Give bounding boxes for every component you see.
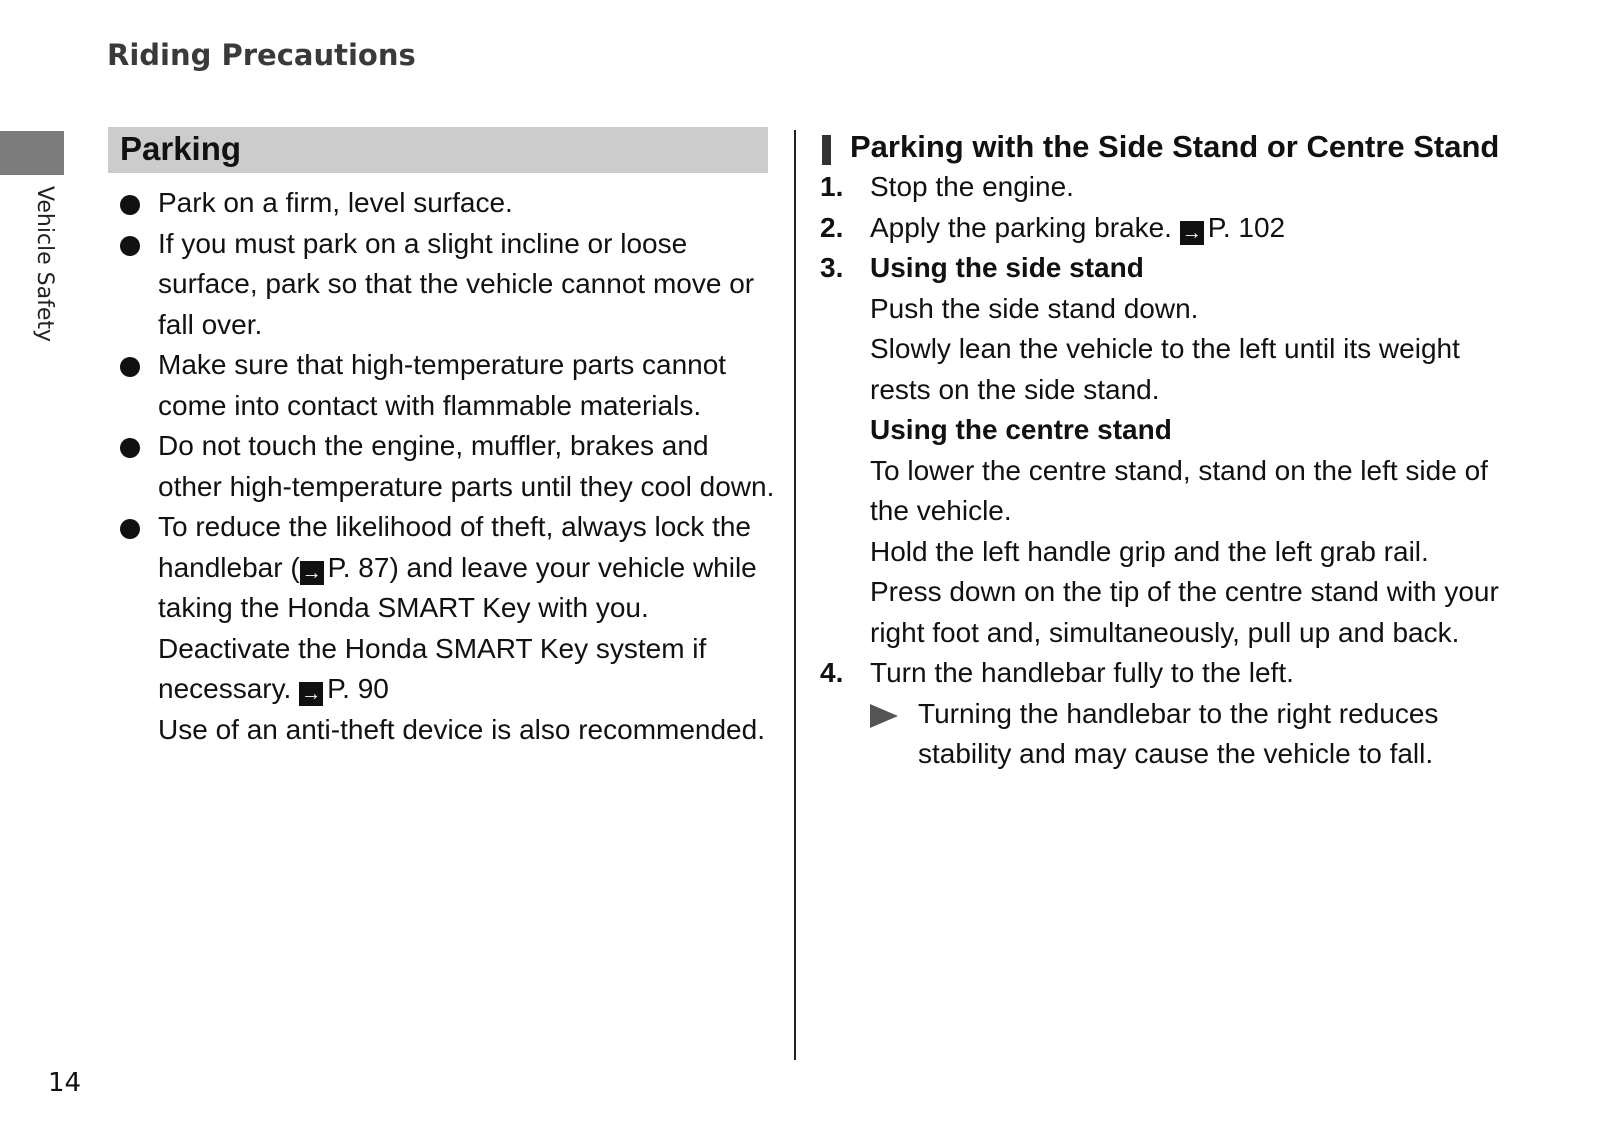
step-text: Turn the handlebar fully to the left. [870,657,1294,688]
bullet-text: Make sure that high-temperature parts cannot come into contact with flammable materials. [158,349,727,421]
list-item [120,426,780,507]
list-item [120,345,780,426]
step-number: 3. [820,252,844,283]
bullet-icon [120,438,140,458]
step-title: Using the centre stand [870,414,1172,445]
subsection-heading [820,127,1500,167]
step-text: Slowly lean the vehicle to the left until its weight rests on the side stand. [870,333,1460,405]
page-reference-arrow-icon: → [301,683,322,705]
step-item [820,208,1500,249]
step-text: Press down on the tip of the centre stand with your right foot and, simultaneously, pull up and back. [870,576,1499,648]
right-column [820,127,1500,775]
step-note [870,694,1500,775]
bullet-text: To reduce the likelihood of theft, always lock the handlebar ( [158,511,752,583]
step-number: 1. [820,171,844,202]
list-item [120,507,780,750]
step-note-text: Turning the handlebar to the right reduces stability and may cause the vehicle to fall. [918,697,1439,769]
section-title: Parking [120,130,242,167]
page-reference-arrow-icon: → [1181,221,1202,244]
bullet-text: Do not touch the engine, muffler, brakes and other high-temperature parts until they cool down. [158,430,775,502]
bullet-text: Park on a firm, level surface. [158,187,513,218]
bullet-icon [120,236,140,256]
list-item [120,183,780,224]
bullet-text: ) and leave your vehicle while taking the Honda SMART Key with you. Deactivate the Honda SMART Key system if necessary. [158,551,757,704]
step-item [820,167,1500,208]
step-title: Using the side stand [870,252,1144,283]
triangle-bullet-icon [870,704,898,728]
bullet-text: If you must park on a slight incline or loose surface, park so that the vehicle cannot move or fall over. [158,227,755,340]
page-header-title: Riding Precautions [107,38,416,72]
bullet-icon [120,195,140,215]
parking-steps-list [820,167,1500,775]
list-item [120,224,780,346]
step-text: Apply the parking brake. [870,211,1172,243]
page-number: 14 [48,1068,82,1098]
page-reference-arrow-icon: → [301,561,322,584]
side-tab-label: Vehicle Safety [32,186,57,343]
subsection-heading-text: Parking with the Side Stand or Centre Stand [850,129,1500,164]
page-reference-link[interactable]: P. 87 [327,551,390,583]
page-reference-link[interactable]: P. 90 [327,673,389,704]
heading-marker-icon [822,135,831,165]
step-item [820,248,1500,653]
step-text: To lower the centre stand, stand on the left side of the vehicle. [870,454,1488,526]
bullet-icon [120,519,140,539]
page-reference-link[interactable]: P. 102 [1207,211,1286,243]
step-number: 4. [820,657,844,688]
step-item [820,653,1500,775]
step-number: 2. [820,211,844,243]
step-text: Push the side stand down. [870,292,1199,324]
bullet-text: Use of an anti-theft device is also recommended. [158,713,765,745]
step-text: Hold the left handle grip and the left grab rail. [870,535,1429,567]
step-text: Stop the engine. [870,171,1074,202]
bullet-icon [120,357,140,377]
column-divider [794,130,796,1060]
side-tab-marker [0,131,64,175]
parking-bullet-list [120,183,780,750]
